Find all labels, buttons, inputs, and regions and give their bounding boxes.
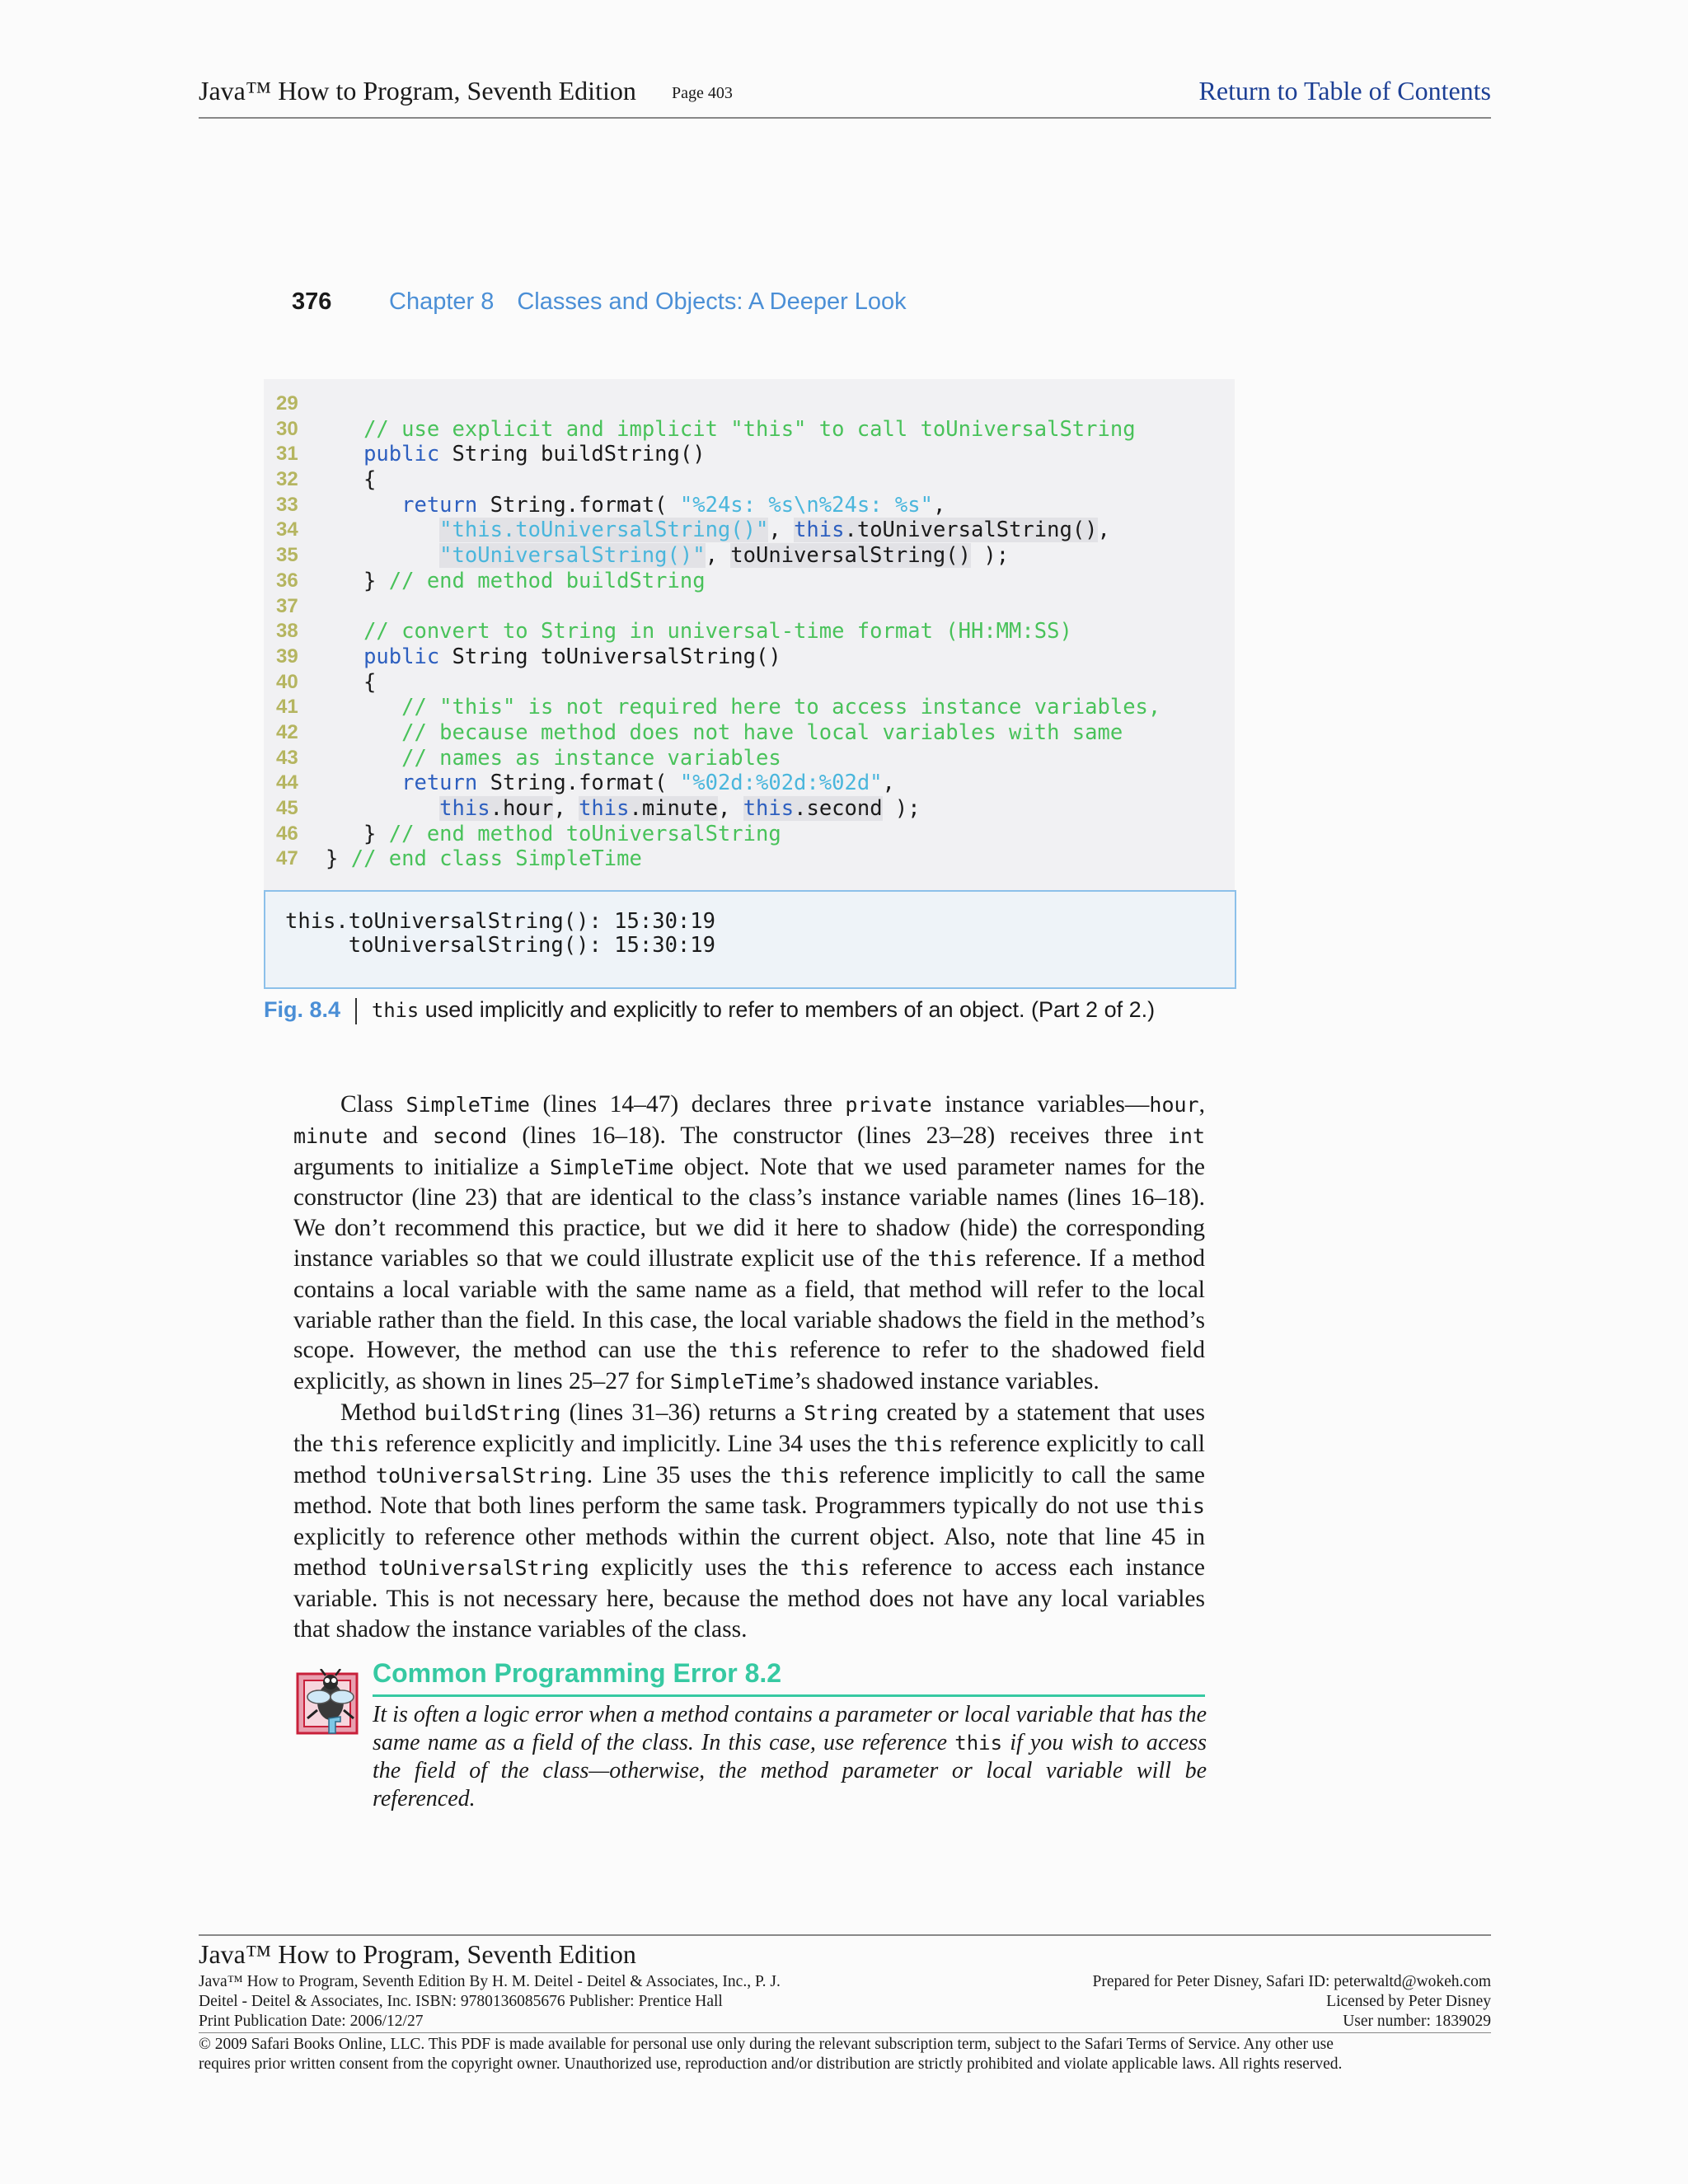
line-number: 34: [276, 518, 298, 541]
chapter-heading: [389, 288, 930, 316]
inline-code: second: [432, 1123, 508, 1148]
line-number: 29: [276, 392, 298, 415]
code-token: // names as instance variables: [401, 745, 781, 771]
code-line: [264, 467, 1235, 493]
code-token: // convert to String in universal-time format (HH:MM:SS): [363, 619, 1072, 644]
inline-code: toUniversalString: [377, 1555, 589, 1580]
body-text: [293, 1090, 1205, 1644]
code-token: [326, 644, 363, 669]
code-line: [264, 796, 1235, 822]
inline-code: this: [893, 1432, 944, 1456]
text-run: instance variables—: [931, 1091, 1150, 1118]
footer-copyright-line-1: © 2009 Safari Books Online, LLC. This PDF is made available for personal use only during the relevant subscription term, subject to the Safari Terms of Service. Any other use: [199, 2036, 1334, 2053]
footer-divider: [199, 2032, 1491, 2033]
code-token: .minute: [629, 796, 718, 821]
footer-copyright-line-2: requires prior written consent from the copyright owner. Unauthorized use, reproduction and/or distribution are strictly prohibited and violate applicable laws. All rights reserved.: [199, 2055, 1343, 2073]
line-number: 41: [276, 696, 298, 719]
code-token: this: [579, 796, 630, 821]
footer-authors: Java™ How to Program, Seventh Edition By H. M. Deitel - Deitel & Associates, Inc., P. J.: [199, 1973, 781, 1990]
line-code: [326, 569, 706, 594]
code-line: [264, 695, 1235, 720]
code-line: [264, 846, 1235, 872]
inline-code: SimpleTime: [406, 1093, 530, 1117]
line-code: [326, 619, 1072, 644]
text-run: (lines 14–47) declares three: [529, 1091, 846, 1118]
footer-publication-date: Print Publication Date: 2006/12/27: [199, 2013, 424, 2030]
chapter-title: Classes and Objects: A Deeper Look: [517, 288, 907, 315]
code-token: [326, 417, 363, 442]
page-indicator: Page 403: [672, 84, 733, 102]
code-line: [264, 518, 1235, 543]
caption-text: used implicitly and explicitly to refer to members of an object. (Part 2 of 2.): [419, 997, 1156, 1022]
code-token: [326, 796, 439, 821]
line-code: [326, 543, 1009, 569]
inline-code: minute: [293, 1123, 368, 1148]
code-token: return: [401, 771, 478, 796]
line-code: [326, 720, 1123, 746]
line-number: 42: [276, 720, 298, 743]
inline-code: this: [954, 1732, 1003, 1755]
code-line: [264, 822, 1235, 847]
code-line: [264, 543, 1235, 569]
code-line: [264, 619, 1235, 644]
code-token: [326, 442, 363, 466]
error-box-title: Common Programming Error 8.2: [373, 1658, 782, 1688]
line-code: [326, 822, 781, 847]
code-token: .toUniversalString(): [844, 518, 1098, 543]
code-listing: [264, 379, 1235, 890]
code-token: ,: [553, 796, 579, 821]
code-token: "this.toUniversalString()": [439, 518, 769, 543]
output-line: toUniversalString(): 15:30:19: [285, 933, 715, 958]
line-code: [326, 467, 376, 493]
code-line: [264, 442, 1235, 467]
line-number: 31: [276, 443, 298, 466]
line-number: 33: [276, 493, 298, 516]
line-code: [326, 695, 1160, 720]
code-line: [264, 746, 1235, 771]
inline-code: this: [329, 1432, 380, 1456]
code-token: this: [743, 796, 795, 821]
code-token: this: [794, 518, 845, 543]
error-box-text: [373, 1701, 1207, 1813]
code-token: [326, 771, 401, 795]
line-number: 39: [276, 644, 298, 668]
code-token: }: [326, 846, 351, 872]
footer-book-title: Java™ How to Program, Seventh Edition: [199, 1939, 636, 1969]
line-code: [326, 644, 781, 670]
inline-code: int: [1167, 1123, 1205, 1148]
line-code: [326, 518, 1110, 543]
text-run: Method: [340, 1399, 424, 1426]
line-code: [326, 771, 895, 796]
line-code: [326, 417, 1136, 443]
code-token: "%02d:%02d:%02d": [679, 771, 883, 796]
inline-code: this: [729, 1338, 779, 1363]
inline-code: this: [780, 1463, 830, 1488]
code-token: );: [971, 543, 1010, 569]
code-token: [326, 543, 439, 568]
program-output: [264, 890, 1236, 989]
line-number: 46: [276, 822, 298, 845]
code-token: ,: [717, 796, 743, 821]
line-code: [326, 442, 706, 467]
text-run: if you wish to access the field of the class—otherwise, the method parameter or local variable will be referenced.: [373, 1730, 1207, 1811]
inline-code: hour: [1149, 1093, 1199, 1117]
text-run: reference to refer to the shadowed field explicitly, as shown in lines 25–27 for: [293, 1337, 1205, 1395]
code-token: // end method buildString: [388, 568, 706, 593]
code-token: String.format(: [477, 492, 680, 518]
code-token: // end class SimpleTime: [350, 846, 642, 872]
text-run: (lines 16–18). The constructor (lines 23–28) receives three: [507, 1122, 1168, 1149]
text-run: explicitly uses the: [588, 1554, 800, 1581]
text-run: It is often a logic error when a method contains a parameter or local variable that has the same name as a field of the class. In this case, use reference: [373, 1702, 1207, 1755]
text-run: reference to access each instance variable. This is not necessary here, because the method does not have any local variables that shadow the instance variables of the class.: [293, 1554, 1205, 1643]
line-number: 45: [276, 797, 298, 819]
code-line: [264, 594, 1235, 620]
text-run: object. Note that we used parameter names for the constructor (line 23) that are identical to the class’s instance variable names (lines 16–18). We don’t recommend this practice, but we did it here to shadow (hide) the corresponding instance variables so that we could illustrate explicit use of the: [293, 1153, 1205, 1272]
line-number: 40: [276, 670, 298, 693]
text-run: and: [368, 1122, 433, 1149]
text-run: created by a statement that uses the: [293, 1399, 1205, 1457]
bug-icon: [296, 1669, 363, 1736]
page-footer: [199, 1934, 1491, 2073]
code-token: .hour: [490, 796, 554, 821]
text-run: reference. If a method contains a local variable with the same name as a field, that method will refer to the local variable rather than the field. In this case, the local variable shadows the field in the method’s scope. However, the method can use the: [293, 1244, 1205, 1364]
code-line: [264, 644, 1235, 670]
line-code: [326, 746, 781, 771]
code-token: // use explicit and implicit "this" to call toUniversalString: [363, 416, 1136, 442]
code-line: [264, 771, 1235, 796]
printed-page-number: 376: [292, 288, 332, 315]
code-token: [326, 493, 401, 518]
inline-code: String: [804, 1400, 879, 1425]
caption-divider: [355, 998, 357, 1024]
output-line: this.toUniversalString(): 15:30:19: [285, 909, 715, 934]
code-token: "toUniversalString()": [439, 543, 706, 569]
page-header: [199, 76, 1491, 119]
code-token: .second: [794, 796, 883, 821]
line-code: [326, 846, 642, 872]
line-number: 30: [276, 417, 298, 440]
code-token: return: [401, 492, 478, 518]
code-lines: [264, 391, 1235, 872]
code-token: String.format(: [477, 771, 680, 796]
code-line: [264, 569, 1235, 594]
code-token: public: [363, 442, 440, 467]
figure-number: Fig. 8.4: [264, 997, 341, 1022]
paragraph: [293, 1398, 1205, 1644]
line-number: 47: [276, 847, 298, 870]
code-token: this: [439, 796, 490, 821]
footer-licensed-by: Licensed by Peter Disney: [1326, 1993, 1491, 2010]
caption-code: this: [372, 999, 420, 1022]
code-token: String buildString(): [439, 442, 706, 467]
text-run: (lines 31–36) returns a: [560, 1399, 804, 1426]
line-number: 37: [276, 594, 298, 617]
line-code: [326, 796, 921, 822]
code-token: ,: [768, 518, 795, 543]
code-token: ,: [882, 771, 895, 796]
code-line: [264, 720, 1235, 746]
code-token: // because method does not have local variables with same: [401, 719, 1123, 745]
text-run: reference implicitly to call the same method. Note that both lines perform the same task. Programmers typically do not use: [293, 1461, 1205, 1520]
code-token: String toUniversalString(): [439, 644, 781, 669]
footer-user-number: User number: 1839029: [1343, 2013, 1491, 2030]
line-number: 38: [276, 620, 298, 643]
code-token: );: [882, 796, 921, 821]
code-token: }: [326, 821, 389, 846]
inline-code: SimpleTime: [550, 1155, 674, 1179]
text-run: arguments to initialize a: [293, 1153, 551, 1180]
code-token: ,: [705, 543, 731, 569]
text-run: . Line 35 uses the: [586, 1461, 781, 1488]
text-run: explicitly to reference other methods within the current object. Also, note that line 45 in method: [293, 1524, 1205, 1581]
code-token: // end method toUniversalString: [388, 821, 781, 846]
text-run: Class: [340, 1091, 406, 1118]
inline-code: this: [1155, 1494, 1205, 1519]
code-token: [326, 720, 401, 745]
footer-prepared-for: Prepared for Peter Disney, Safari ID: peterwaltd@wokeh.com: [1092, 1973, 1491, 1990]
code-token: // "this" is not required here to access instance variables,: [401, 695, 1161, 720]
table-of-contents-link[interactable]: Return to Table of Contents: [1198, 76, 1491, 105]
line-number: 32: [276, 468, 298, 491]
error-box-rule: [373, 1694, 1205, 1697]
code-token: {: [326, 467, 377, 493]
code-line: [264, 493, 1235, 518]
code-line: [264, 417, 1235, 443]
inline-code: this: [799, 1555, 851, 1580]
text-run: ’s shadowed instance variables.: [794, 1368, 1100, 1395]
code-token: ,: [1097, 518, 1110, 543]
output-lines: [285, 910, 715, 958]
code-token: {: [326, 669, 377, 695]
paragraph: [293, 1090, 1205, 1398]
chapter-number: Chapter 8: [389, 288, 495, 315]
figure-caption: [264, 997, 1155, 1024]
line-code: [326, 493, 945, 518]
code-token: toUniversalString(): [730, 543, 971, 569]
code-token: [326, 746, 401, 771]
line-number: 43: [276, 746, 298, 769]
code-token: [326, 518, 439, 542]
text-run: reference explicitly to call method: [293, 1430, 1205, 1488]
text-run: ,: [1198, 1091, 1205, 1118]
code-token: [326, 695, 401, 719]
inline-code: SimpleTime: [669, 1370, 795, 1394]
line-code: [326, 670, 376, 696]
code-line: [264, 670, 1235, 696]
inline-code: toUniversalString: [375, 1463, 587, 1488]
code-token: public: [363, 644, 440, 669]
inline-code: buildString: [424, 1400, 561, 1425]
line-number: 44: [276, 771, 298, 794]
inline-code: this: [927, 1246, 978, 1271]
line-number: 35: [276, 544, 298, 567]
code-token: }: [326, 568, 389, 593]
code-token: ,: [932, 492, 946, 518]
inline-code: private: [845, 1093, 932, 1117]
footer-publisher: Deitel - Deitel & Associates, Inc. ISBN: 9780136085676 Publisher: Prentice Hall: [199, 1993, 723, 2010]
line-number: 36: [276, 569, 298, 592]
text-run: reference explicitly and implicitly. Line 34 uses the: [379, 1430, 894, 1457]
code-token: [326, 619, 363, 644]
code-line: [264, 391, 1235, 417]
code-token: "%24s: %s\n%24s: %s": [679, 492, 933, 518]
book-title: Java™ How to Program, Seventh Edition: [199, 76, 636, 105]
